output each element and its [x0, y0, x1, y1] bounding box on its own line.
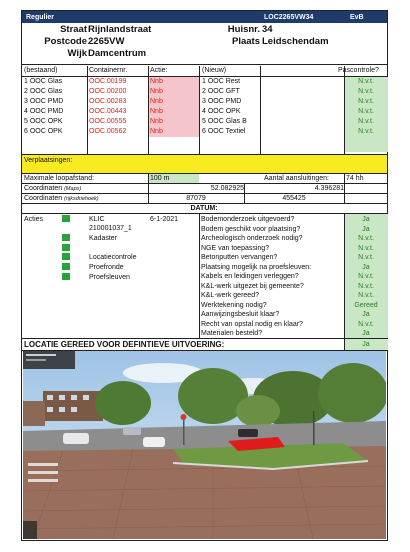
col-header-nieuw: (Nieuw) — [202, 67, 227, 74]
check-q-6: Plaatsing mogelijk na proefsleuven: — [201, 263, 312, 271]
col-header-containernr: Containernr. — [89, 67, 128, 74]
check-q-9: K&L-werk gereed? — [201, 292, 259, 299]
postcode-label: Postcode — [44, 36, 87, 47]
nieuw-5: 5 OOC Glas B — [202, 118, 247, 125]
check-a-3: N.v.t. — [358, 235, 374, 242]
huisnr-label: Huisnr. — [227, 24, 260, 35]
check-a-1: Ja — [362, 216, 370, 223]
pascontrole-5: N.v.t. — [358, 118, 374, 125]
loopafstand-label: Maximale loopafstand: — [24, 175, 95, 182]
verplaatsingen-bar — [22, 155, 387, 173]
actie-2: Nnb — [150, 88, 163, 95]
pascontrole-2: N.v.t. — [358, 88, 374, 95]
datum-label: DATUM: — [190, 205, 218, 212]
check-q-13: Materialen besteld? — [201, 330, 263, 337]
col-header-pascontrole: Pascontrole? — [338, 67, 379, 74]
col-header-bestaand: (bestaand) — [24, 67, 58, 74]
check-a-4: N.v.t. — [358, 244, 374, 252]
empty-check-icon[interactable] — [62, 244, 70, 251]
check-a-10: Gereed — [354, 301, 378, 309]
containernr-2: OOC.00200 — [89, 88, 127, 95]
check-q-5: Betonputten vervangen? — [201, 254, 278, 261]
postcode-value: 2265VW — [88, 36, 125, 47]
check-a-6: Ja — [362, 263, 370, 271]
nieuw-2: 2 OOC GFT — [202, 88, 240, 95]
locatiecontrole-check-icon[interactable] — [62, 253, 70, 260]
location-code: LOC2265VW34 — [264, 13, 314, 21]
container-table — [22, 66, 387, 154]
nieuw-1: 1 OOC Rest — [202, 78, 241, 85]
check-q-2: Bodem geschikt voor plaatsing? — [201, 225, 301, 233]
status-answer: Ja — [362, 341, 370, 348]
nieuw-4: 4 OOC OPK — [202, 108, 241, 115]
location-form — [21, 10, 388, 541]
bestaand-3: 3 OOC PMD — [24, 98, 64, 105]
loopafstand-value: 100 m — [150, 175, 170, 182]
bestaand-2: 2 OOC Glas — [24, 88, 63, 95]
aansluitingen-label: Aantal aansluitingen: — [264, 175, 329, 182]
actie-proefronde: Proefronde — [89, 264, 124, 271]
bestaand-6: 6 OOC OPK — [24, 128, 63, 135]
coord-rd-y: 455425 — [282, 195, 306, 202]
klic-date: 6-1-2021 — [150, 216, 179, 223]
containernr-3: OOC.00283 — [89, 98, 127, 105]
containernr-1: OOC.00199 — [89, 78, 127, 85]
check-a-9: N.v.t. — [358, 292, 374, 299]
plaats-value: Leidschendam — [262, 36, 329, 47]
header-banner — [22, 11, 387, 23]
coord-maps-x: 52.082925 — [210, 185, 244, 192]
straat-label: Straat — [60, 24, 87, 35]
actie-3: Nnb — [150, 98, 163, 105]
check-q-12: Recht van opstal nodig en klaar? — [201, 320, 303, 328]
coord-maps-y: 4.396281 — [314, 185, 344, 192]
header-category: Regulier — [26, 13, 55, 21]
check-q-10: Werktekening nodig? — [201, 301, 267, 309]
bestaand-1: 1 OOC Glas — [24, 78, 63, 85]
actie-5: Nnb — [150, 118, 163, 125]
check-a-2: Ja — [362, 225, 370, 233]
check-q-7: Kabels en leidingen verleggen? — [201, 273, 299, 280]
header-initials: EvB — [350, 13, 364, 21]
plaats-label: Plaats — [232, 36, 260, 47]
bestaand-4: 4 OOC PMD — [24, 108, 64, 115]
pascontrole-4: N.v.t. — [358, 108, 374, 115]
klic-check-icon[interactable] — [62, 215, 70, 222]
status-line: LOCATIE GEREED VOOR DEFINTIEVE UITVOERING: — [24, 340, 225, 349]
pascontrole-3: N.v.t. — [358, 98, 374, 105]
address-block — [22, 23, 387, 65]
col-header-actie: Actie: — [150, 67, 168, 74]
nieuw-3: 3 OOC PMD — [202, 98, 242, 105]
check-q-4: NGE van toepassing? — [201, 244, 270, 252]
aansluitingen-value: 74 hh — [346, 175, 364, 182]
containernr-5: OOC.00555 — [89, 118, 127, 125]
check-q-11: Aanwijzingsbesluit klaar? — [201, 311, 280, 318]
verplaatsingen-label: Verplaatsingen: — [24, 157, 73, 164]
actie-klic: KLIC — [89, 216, 105, 223]
bestaand-5: 5 OOC OPK — [24, 118, 63, 125]
pascontrole-6: N.v.t. — [358, 128, 374, 135]
acties-label: Acties — [24, 216, 44, 223]
actie-6: Nnb — [150, 128, 163, 135]
coord-rd-x: 87079 — [186, 195, 206, 202]
coord-maps-label: Coordinaten (Maps) — [24, 185, 82, 192]
check-a-8: N.v.t. — [358, 282, 374, 290]
check-a-13: Ja — [362, 330, 370, 337]
check-a-12: N.v.t. — [358, 320, 374, 328]
containernr-4: OOC.00443 — [89, 108, 127, 115]
check-a-5: N.v.t. — [358, 254, 374, 261]
check-q-8: K&L-werk uitgezet bij gemeente? — [201, 282, 304, 290]
wijk-value: Damcentrum — [88, 48, 147, 59]
actie-proefsleuven: Proefsleuven — [89, 274, 130, 281]
containernr-6: OOC.00562 — [89, 128, 127, 135]
pascontrole-1: N.v.t. — [358, 78, 374, 85]
huisnr-value: 34 — [262, 24, 273, 35]
actie-1: Nnb — [150, 78, 163, 85]
check-q-3: Archeologisch onderzoek nodig? — [201, 235, 303, 242]
check-q-1: Bodemonderzoek uitgevoerd? — [201, 216, 295, 223]
check-a-7: N.v.t. — [358, 273, 374, 280]
actie-locatiecontrole: Locatiecontrole — [89, 254, 137, 261]
wijk-label: Wijk — [67, 48, 87, 59]
street-view-photo[interactable] — [23, 351, 386, 539]
proefsleuven-check-icon[interactable] — [62, 273, 70, 280]
actie-klic-nr: 210001037_1 — [89, 225, 132, 232]
nieuw-6: 6 OOC Textiel — [202, 128, 246, 135]
check-a-11: Ja — [362, 311, 370, 318]
proefronde-check-icon[interactable] — [62, 263, 70, 270]
kadaster-check-icon[interactable] — [62, 234, 70, 241]
straat-value: Rijnlandstraat — [88, 24, 152, 35]
actie-kadaster: Kadaster — [89, 235, 118, 242]
coord-rd-label: Coordinaten (rijksdriehoek) — [24, 195, 99, 202]
actie-4: Nnb — [150, 108, 163, 115]
